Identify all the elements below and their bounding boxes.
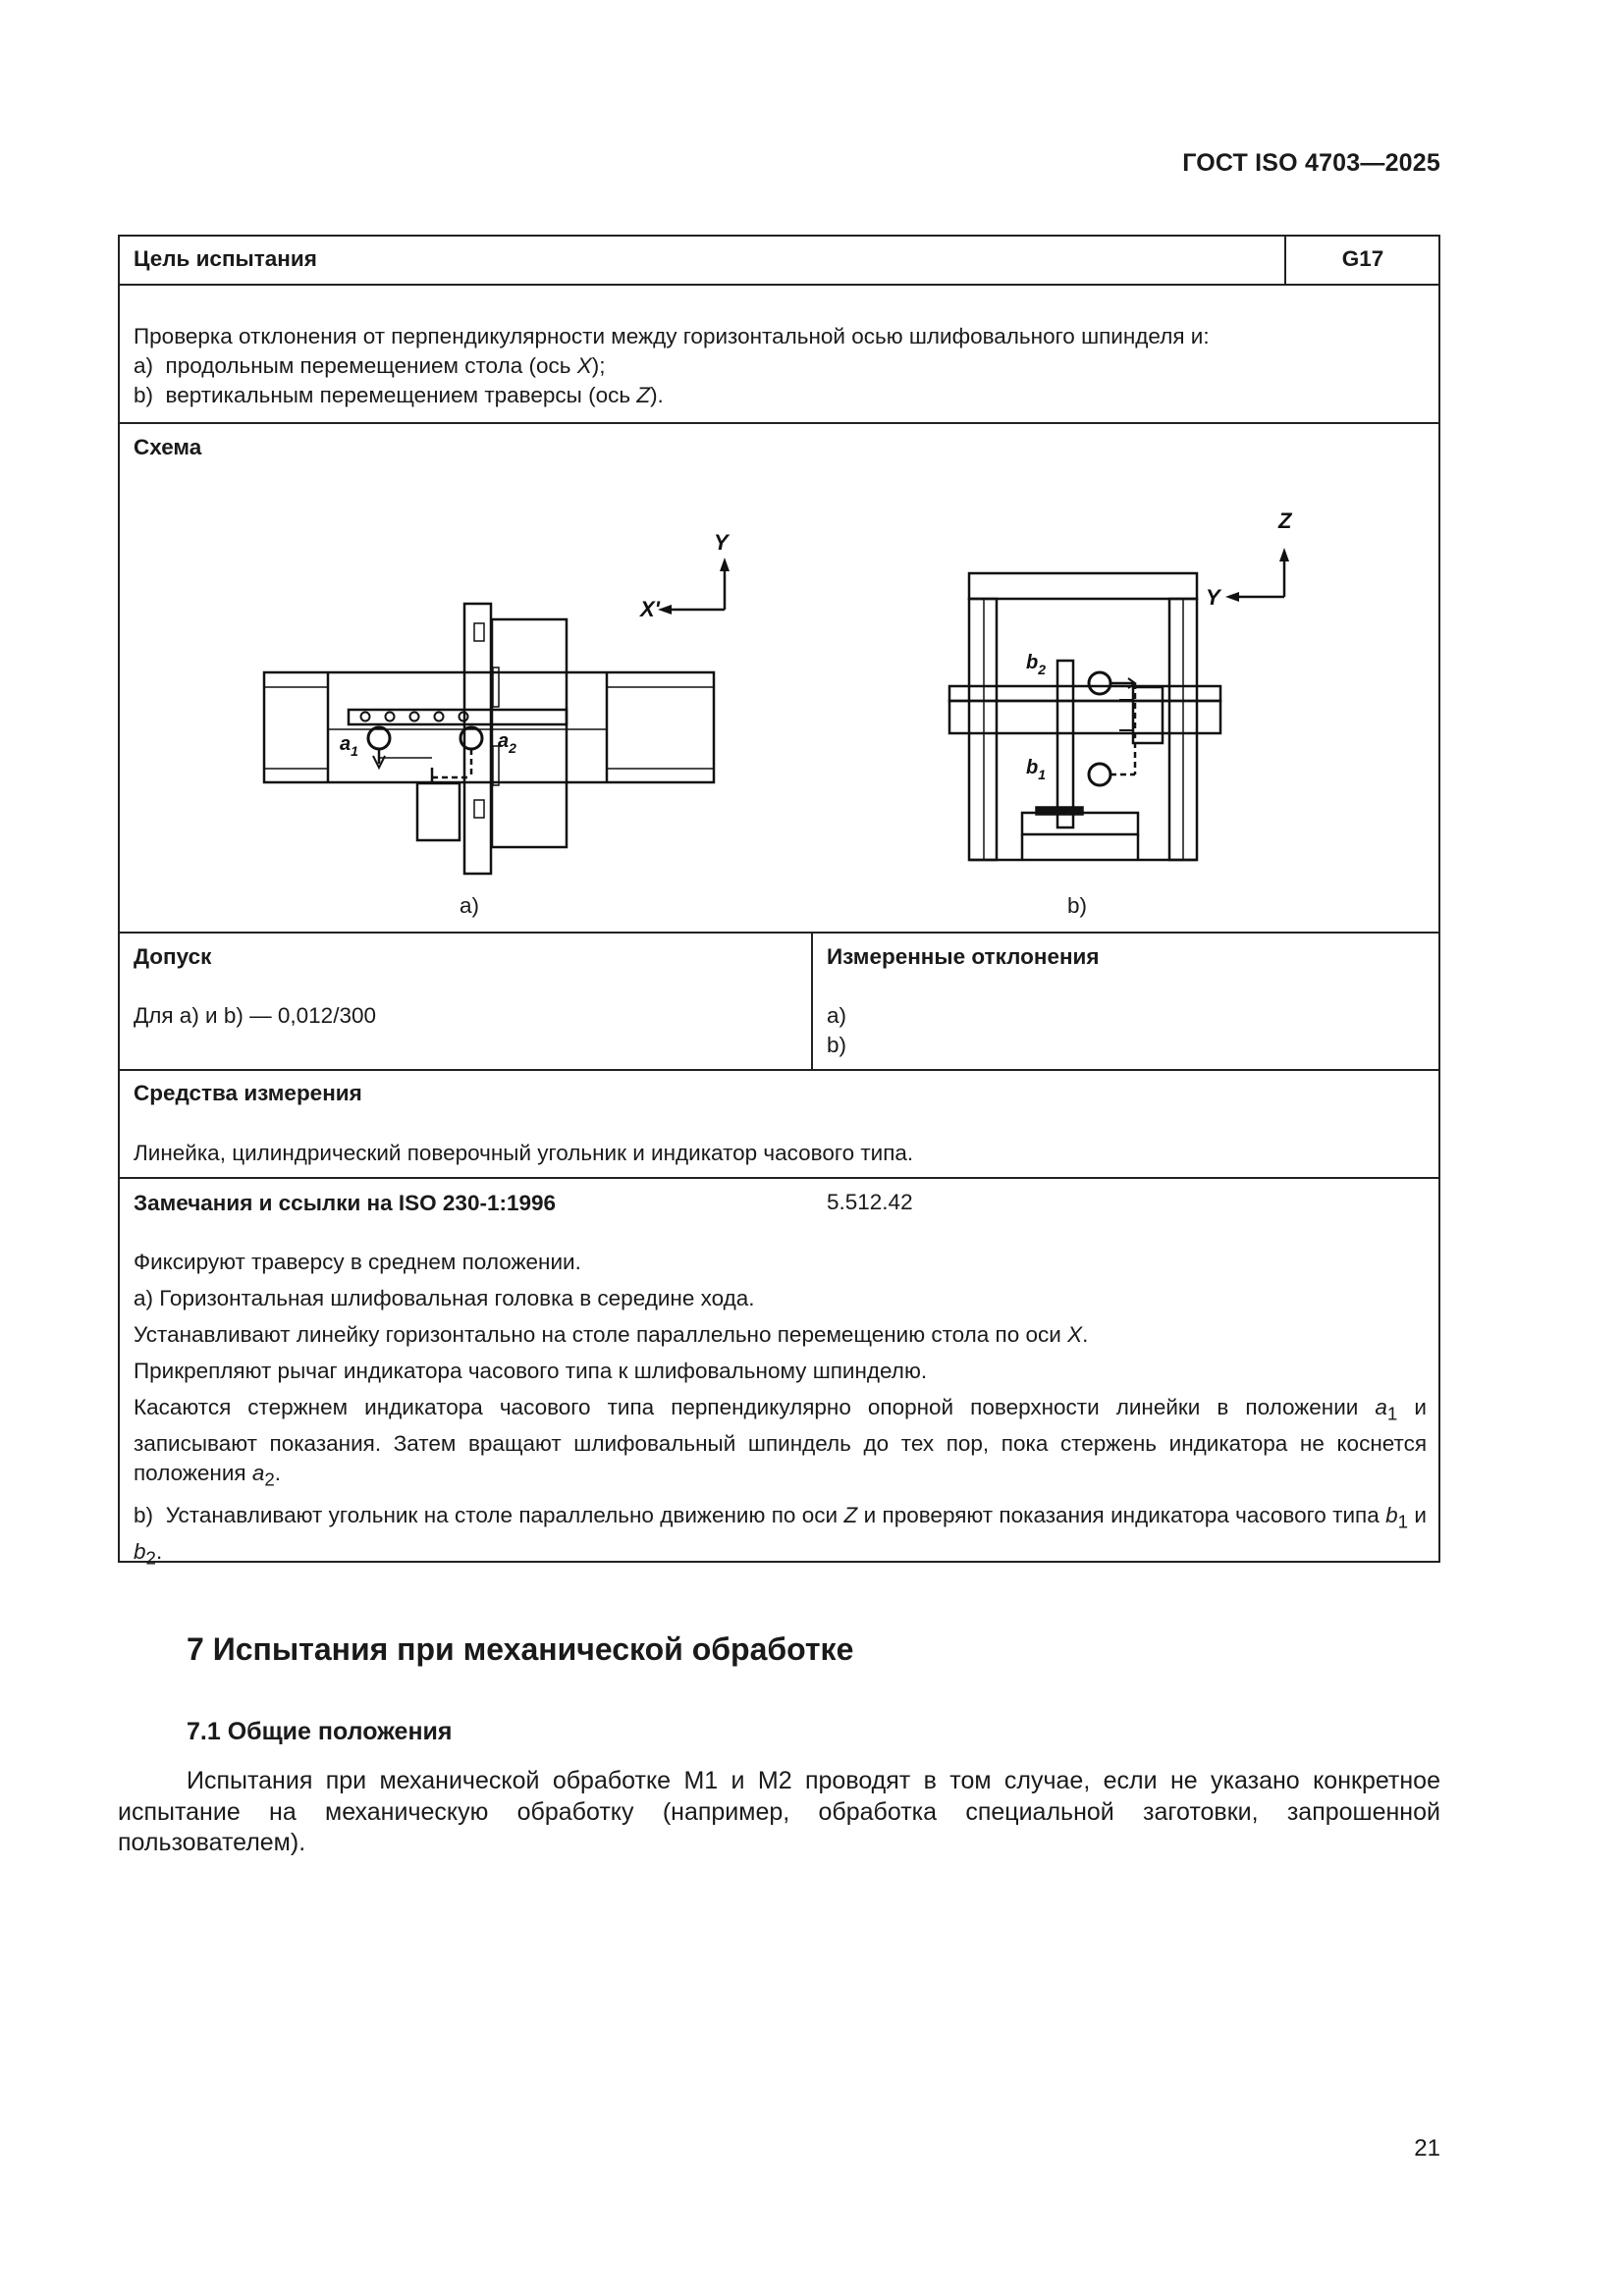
- notes-text: [134, 1248, 1427, 1579]
- measured-list: [827, 1001, 846, 1060]
- point-b2-label: $b_2$: [1026, 652, 1047, 677]
- purpose-line: b) вертикальным перемещением траверсы (ось Z).: [134, 383, 664, 407]
- note-line: Прикрепляют рычаг индикатора часового типа к шлифовальному шпинделю.: [134, 1359, 928, 1383]
- axis-y-label: Y: [1206, 585, 1220, 610]
- instruments-label: Средства измерения: [134, 1081, 362, 1105]
- diagram-b: [933, 501, 1326, 864]
- measured-label: Измеренные отклонения: [827, 944, 1100, 969]
- point-a1-label: $a_1$: [340, 733, 358, 759]
- notes-reference: 5.512.42: [827, 1190, 913, 1214]
- table-rule: [118, 422, 1440, 424]
- measured-item: b): [827, 1033, 847, 1057]
- test-code: G17: [1341, 246, 1384, 271]
- note-line: a) Горизонтальная шлифовальная головка в середине хода.: [134, 1286, 755, 1310]
- base-block: [1022, 813, 1138, 834]
- tolerance-label: Допуск: [134, 944, 212, 969]
- note-line: Фиксируют траверсу в среднем положении.: [134, 1250, 581, 1274]
- document-header: ГОСТ ISO 4703—2025: [1182, 149, 1440, 177]
- column-left: [969, 599, 997, 860]
- dial-a1: [368, 727, 390, 749]
- note-line: Касаются стержнем индикатора часового типа перпендикулярно опорной поверхности линейки в положении $a_1$ и записывают показания. Затем вращают шлифовальный шпиндель до тех пор, пока стержень индикатора не коснется положения $a_2$.: [134, 1395, 1427, 1489]
- subsection-heading: 7.1 Общие положения: [187, 1718, 453, 1745]
- spindle-head: [1133, 687, 1163, 743]
- indicator-base: [417, 783, 460, 840]
- purpose-line: a) продольным перемещением стола (ось X);: [134, 353, 606, 378]
- table-rule: [118, 932, 1440, 934]
- scheme-label: Схема: [134, 435, 202, 459]
- diagram-b-caption: b): [1067, 893, 1088, 918]
- table-rule: [118, 1069, 1440, 1071]
- table-rule: [118, 1177, 1440, 1179]
- section-heading: 7 Испытания при механической обработке: [187, 1631, 854, 1667]
- ruler: [349, 710, 567, 724]
- table-rule: [118, 284, 1440, 286]
- purpose-label: Цель испытания: [134, 246, 317, 271]
- cross-rail-lower: [949, 701, 1220, 733]
- note-line: Устанавливают линейку горизонтально на столе параллельно перемещению стола по оси X.: [134, 1322, 1089, 1347]
- table-body: [264, 672, 714, 782]
- section-paragraph: Испытания при механической обработке М1 и М2 проводят в том случае, если не указано конкретное испытание на механическую обработку (например, обработка специальной заготовки, запрошенной пользователем).: [118, 1767, 1440, 1856]
- diagram-a-caption: a): [460, 893, 480, 918]
- slide: [464, 604, 491, 874]
- note-line: b) Устанавливают угольник на столе параллельно движению по оси Z и проверяют показания индикатора часового типа $b_1$ и $b_2$.: [134, 1503, 1427, 1568]
- purpose-text: [134, 322, 1430, 410]
- tolerance-value: Для a) и b) — 0,012/300: [134, 1003, 376, 1028]
- point-b1-label: $b_1$: [1026, 757, 1047, 782]
- dial-b1: [1089, 764, 1110, 785]
- notes-label: Замечания и ссылки на ISO 230-1:1996: [134, 1191, 557, 1215]
- cross-rail: [949, 686, 1220, 701]
- point-a2-label: $a_2$: [498, 730, 516, 756]
- purpose-line: Проверка отклонения от перпендикулярности между горизонтальной осью шлифовального шпинделя и:: [134, 324, 1210, 348]
- axis-y-label: Y: [714, 530, 729, 555]
- dial-b2: [1089, 672, 1110, 694]
- axis-x-label: X': [640, 597, 660, 621]
- axis-z-label: Z: [1278, 508, 1292, 533]
- diagram-a: [255, 510, 727, 864]
- instruments-text: Линейка, цилиндрический поверочный угольник и индикатор часового типа.: [134, 1141, 914, 1165]
- measured-item: a): [827, 1003, 847, 1028]
- cross-beam-top: [969, 573, 1197, 599]
- table-divider: [811, 932, 813, 1069]
- page-number: 21: [1414, 2135, 1440, 2162]
